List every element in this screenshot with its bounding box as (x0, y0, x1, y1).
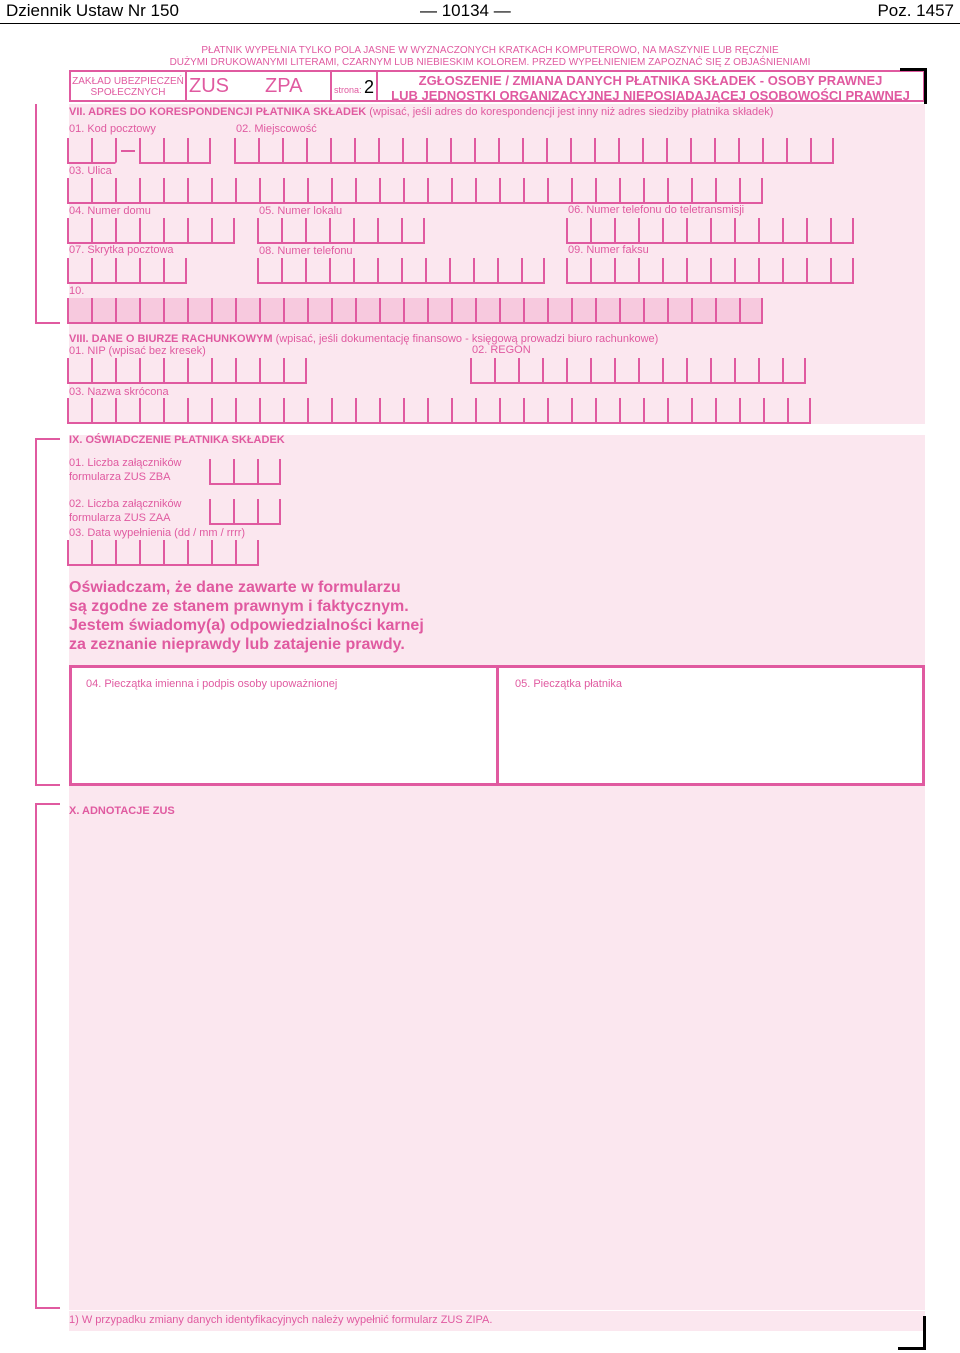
section-vii-bracket (35, 104, 60, 324)
fill-date-label: 03. Data wypełnienia (dd / mm / rrrr) (69, 527, 246, 539)
fax-boxes[interactable] (566, 258, 854, 284)
section-ix-title: IX. OŚWIADCZENIE PŁATNIKA SKŁADEK (69, 434, 285, 446)
field-08-label: 08. Numer telefonu (259, 245, 353, 257)
page-box (332, 70, 378, 102)
form-code: ZPA (265, 75, 303, 97)
regon-boxes[interactable] (470, 358, 806, 384)
instructions-line-2: DUŻYMI DRUKOWANYMI LITERAMI, CZARNYM LUB NIEBIESKIM KOLOREM. PRZED WYPEŁNIENIEM ZAPOZNAĆ SIĘ Z OBJAŚNIENIAMI (169, 57, 811, 68)
phone-boxes[interactable] (257, 258, 545, 284)
fill-date-boxes[interactable] (67, 540, 259, 566)
form-title-line-1: ZGŁOSZENIE / ZMIANA DANYCH PŁATNIKA SKŁADEK - OSOBY PRAWNEJ (418, 73, 883, 88)
declaration-statement: Oświadczam, że dane zawarte w formularzu są zgodne ze stanem prawnym i faktycznym. Jestem świadomy(a) odpowiedzialności karnej za zeznanie nieprawdy lub zatajenie prawdy. (69, 579, 424, 653)
section-ix-bracket (35, 438, 60, 786)
field-02-label: 02. Miejscowość (236, 123, 317, 135)
field-01-label: 01. Kod pocztowy (69, 123, 156, 135)
field-04-label: 04. Numer domu (69, 205, 151, 217)
institution-line-2: SPOŁECZNYCH (90, 87, 166, 98)
section-x-bg (69, 805, 925, 1310)
authorized-signature-box[interactable] (69, 665, 499, 786)
zaa-count-label: 02. Liczba załączników formularza ZUS ZAA (69, 498, 182, 524)
postal-code-boxes[interactable] (67, 138, 211, 164)
teletransmission-phone-boxes[interactable] (566, 218, 854, 244)
section-vii-title: VII. ADRES DO KORESPONDENCJI PŁATNIKA SKŁADEK (wpisać, jeśli adres do korespondencji jest inny niż adres siedziby płatnika składek) (69, 106, 774, 118)
payer-stamp-box[interactable] (496, 665, 925, 786)
postal-dash (121, 150, 135, 152)
instructions-line-1: PŁATNIK WYPEŁNIA TYLKO POLA JASNE W WYZNACZONYCH KRATKACH KOMPUTEROWO, NA MASZYNIE LUB RĘCZNIE (201, 45, 779, 56)
zus-label: ZUS (189, 75, 229, 97)
zba-count-label: 01. Liczba załączników formularza ZUS ZBA (69, 457, 182, 483)
city-boxes[interactable] (234, 138, 834, 164)
apartment-number-boxes[interactable] (257, 218, 425, 244)
zaa-count-boxes[interactable] (209, 499, 281, 525)
corner-mark-top-right (900, 68, 927, 104)
page-number: — 10134 — (420, 1, 511, 20)
form-title-box (378, 70, 925, 102)
position-number: Poz. 1457 (877, 1, 954, 20)
field-10-boxes (67, 298, 763, 324)
field-07-label: 07. Skrytka pocztowa (69, 244, 174, 256)
regon-label: 02. REGON (472, 344, 531, 356)
institution-line-1: ZAKŁAD UBEZPIECZEŃ (72, 76, 184, 87)
page-label: strona: (334, 85, 362, 95)
zba-count-boxes[interactable] (209, 459, 281, 485)
section-viii-title: VIII. DANE O BIURZE RACHUNKOWYM (wpisać, jeśli dokumentację finansowo - księgową prowadzi biuro rachunkowe) (69, 333, 659, 345)
section-x-title: X. ADNOTACJE ZUS (69, 805, 175, 817)
authorized-signature-label: 04. Pieczątka imienna i podpis osoby upoważnionej (86, 678, 338, 690)
section-x-bracket (35, 803, 60, 1309)
short-name-label: 03. Nazwa skrócona (69, 386, 169, 398)
page-number-value: 2 (364, 77, 375, 97)
short-name-boxes[interactable] (67, 398, 811, 424)
form-code-box (187, 70, 332, 102)
footnote: 1) W przypadku zmiany danych identyfikacyjnych należy wypełnić formularz ZUS ZIPA. (69, 1314, 493, 1326)
corner-mark-bottom-right (898, 1316, 926, 1350)
field-03-label: 03. Ulica (69, 165, 112, 177)
nip-label: 01. NIP (wpisać bez kresek) (69, 345, 206, 357)
institution-box (69, 70, 187, 102)
journal-title: Dziennik Ustaw Nr 150 (6, 1, 179, 20)
field-09-label: 09. Numer faksu (568, 244, 649, 256)
house-number-boxes[interactable] (67, 218, 235, 244)
po-box-boxes[interactable] (67, 258, 187, 284)
field-10-label: 10. (69, 285, 85, 297)
nip-boxes[interactable] (67, 358, 307, 384)
payer-stamp-label: 05. Pieczątka płatnika (515, 678, 623, 690)
field-06-label: 06. Numer telefonu do teletransmisji (568, 204, 745, 216)
page-header (0, 0, 960, 24)
street-boxes[interactable] (67, 178, 763, 204)
form-title-line-2: LUB JEDNOSTKI ORGANIZACYJNEJ NIEPOSIADAJĄCEJ OSOBOWOŚCI PRAWNEJ (391, 88, 910, 103)
field-05-label: 05. Numer lokalu (259, 205, 343, 217)
